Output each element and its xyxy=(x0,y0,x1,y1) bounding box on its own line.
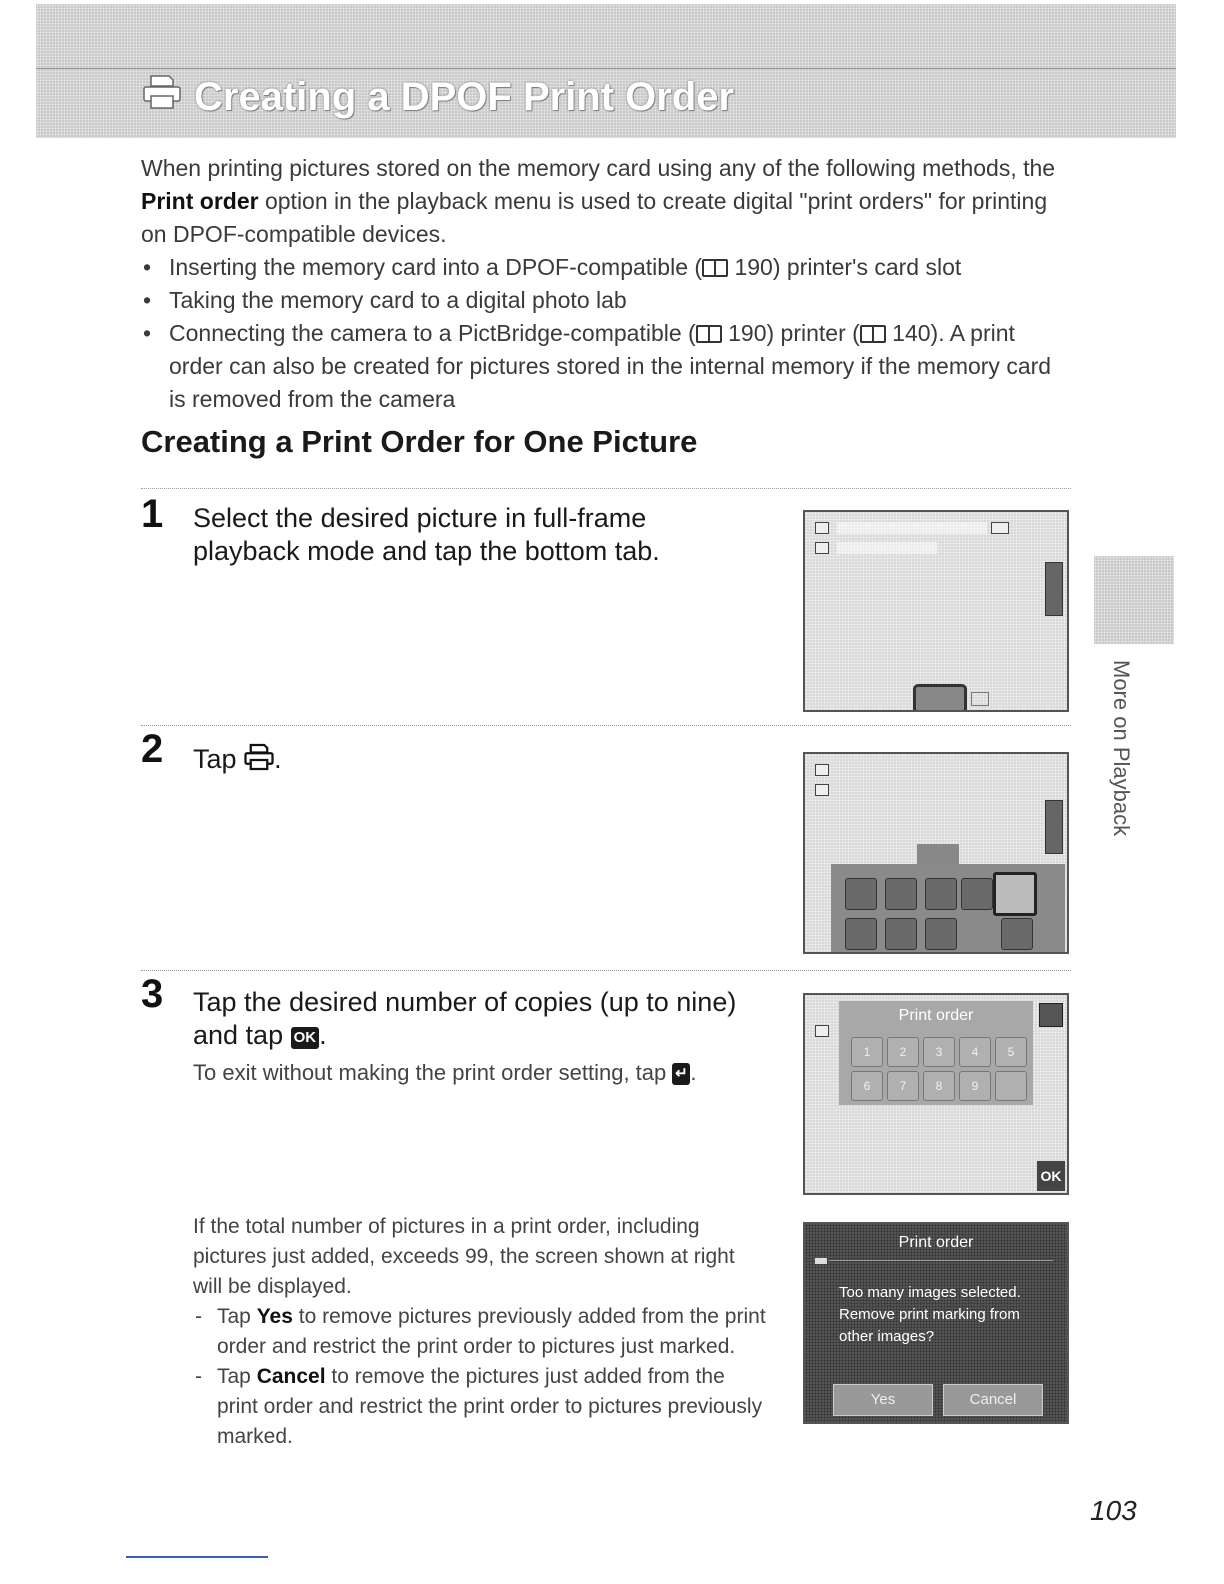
protect-button[interactable] xyxy=(961,878,993,910)
copies-9-button[interactable]: 9 xyxy=(959,1071,991,1101)
chapter-label: More on Playback xyxy=(1109,660,1134,837)
intro xyxy=(141,152,1071,416)
slideshow-button[interactable] xyxy=(925,878,957,910)
memory-icon xyxy=(815,1258,827,1264)
print-order-dialog xyxy=(839,1001,1033,1105)
favorites-button[interactable] xyxy=(845,878,877,910)
bottom-tab[interactable] xyxy=(913,684,967,712)
copies-1-button[interactable]: 1 xyxy=(851,1037,883,1067)
retouch-button[interactable] xyxy=(845,918,877,950)
copies-3-button[interactable]: 3 xyxy=(923,1037,955,1067)
print-order-icon xyxy=(142,74,182,120)
note-text: to remove the pictures just added from the print order and restrict the print order to pictures previously marked. xyxy=(217,1365,763,1448)
setup-button[interactable] xyxy=(1001,918,1033,950)
print-order-term: Print order xyxy=(141,188,259,214)
step-number: 2 xyxy=(141,727,164,771)
step-2-label: Tap xyxy=(193,744,237,775)
note-text: Tap xyxy=(217,1305,257,1328)
reference-book-icon xyxy=(860,325,886,343)
menu-collapse-tab[interactable] xyxy=(917,844,959,864)
step-3-subtext xyxy=(193,1060,697,1086)
bullet-text: Inserting the memory card into a DPOF-compatible ( xyxy=(169,254,703,280)
screen-step-1 xyxy=(803,510,1069,712)
page-ref: 140 xyxy=(892,320,931,346)
warning-message: Too many images selected. Remove print marking from other images? xyxy=(839,1284,1021,1345)
back-button[interactable] xyxy=(1039,1003,1063,1027)
screen-warning xyxy=(803,1222,1069,1424)
playback-icon xyxy=(815,764,829,776)
title-band xyxy=(36,4,1176,138)
list-item xyxy=(141,284,1071,317)
bullet-text: ) printer's card slot xyxy=(772,254,962,280)
dialog-rule xyxy=(829,1260,1053,1261)
note-list xyxy=(193,1302,768,1452)
page-number: 103 xyxy=(1090,1495,1137,1526)
list-item xyxy=(141,317,1071,416)
cancel-button[interactable]: Cancel xyxy=(943,1384,1043,1416)
footer-rule xyxy=(126,1556,268,1558)
period: . xyxy=(274,744,282,775)
page-ref: 190 xyxy=(728,320,767,346)
intro-paragraph xyxy=(141,152,1071,251)
voice-memo-button[interactable] xyxy=(925,918,957,950)
page-ref: 190 xyxy=(734,254,773,280)
crop-icon xyxy=(971,692,989,706)
reference-book-icon xyxy=(702,259,728,277)
intro-text-2: option in the playback menu is used to create digital "print orders" for printing on DPOF-compatible devices. xyxy=(141,188,1048,247)
note-text: Tap xyxy=(217,1365,257,1388)
note-text: to remove pictures previously added from the print order and restrict the print order to pictures just marked. xyxy=(217,1305,766,1358)
copies-7-button[interactable]: 7 xyxy=(887,1071,919,1101)
step-number: 3 xyxy=(141,972,164,1016)
cancel-term: Cancel xyxy=(256,1365,326,1388)
copies-8-button[interactable]: 8 xyxy=(923,1071,955,1101)
copies-clear-button[interactable] xyxy=(995,1071,1027,1101)
delete-button[interactable] xyxy=(885,878,917,910)
playback-icon xyxy=(815,522,829,534)
memory-icon xyxy=(815,784,829,796)
bullet-text: Connecting the camera to a PictBridge-compatible ( xyxy=(169,320,696,346)
rating-tab[interactable] xyxy=(1045,800,1063,854)
overflow-note xyxy=(193,1212,768,1452)
note-paragraph: If the total number of pictures in a print order, including pictures just added, exceeds 99, the screen shown at right will be displayed. xyxy=(193,1215,735,1298)
divider xyxy=(141,970,1071,971)
rotate-button[interactable] xyxy=(885,918,917,950)
back-key-icon: ↵ xyxy=(672,1063,690,1085)
ok-button[interactable]: OK xyxy=(1037,1161,1065,1191)
bullet-text: ) printer ( xyxy=(766,320,860,346)
divider xyxy=(141,725,1071,726)
ok-key-icon: OK xyxy=(291,1027,320,1049)
image-mode-icon xyxy=(991,522,1009,534)
memory-icon xyxy=(815,542,829,554)
date-time-info xyxy=(837,522,987,534)
list-item xyxy=(193,1302,768,1362)
file-info xyxy=(837,542,937,554)
print-order-icon xyxy=(244,743,274,779)
chapter-tab xyxy=(1094,556,1174,644)
step-3-label: Tap the desired number of copies (up to nine) and tap xyxy=(193,987,737,1050)
screen-step-3 xyxy=(803,993,1069,1195)
rating-tab[interactable] xyxy=(1045,562,1063,616)
bullet-text: Taking the memory card to a digital photo lab xyxy=(169,287,627,313)
section-heading: Creating a Print Order for One Picture xyxy=(141,424,698,459)
yes-button[interactable]: Yes xyxy=(833,1384,933,1416)
period: . xyxy=(319,1020,327,1050)
copies-5-button[interactable]: 5 xyxy=(995,1037,1027,1067)
title-band-rule xyxy=(36,68,1176,69)
page-title xyxy=(142,74,734,120)
copies-2-button[interactable]: 2 xyxy=(887,1037,919,1067)
copies-4-button[interactable]: 4 xyxy=(959,1037,991,1067)
bullet-text: ). A print order can also be created for pictures stored in the internal memory if the memory card is removed from the camera xyxy=(169,320,1052,412)
step-1-text: Select the desired picture in full-frame playback mode and tap the bottom tab. xyxy=(193,503,660,566)
yes-term: Yes xyxy=(256,1305,293,1328)
divider xyxy=(141,488,1071,489)
step-3-text xyxy=(193,986,773,1052)
step-2-text xyxy=(193,743,282,779)
list-item xyxy=(193,1362,768,1452)
reference-book-icon xyxy=(696,325,722,343)
methods-list xyxy=(141,251,1071,416)
print-order-button[interactable] xyxy=(993,872,1037,916)
period: . xyxy=(690,1060,697,1085)
memory-icon xyxy=(815,1025,829,1037)
list-item xyxy=(141,251,1071,284)
screen-step-2 xyxy=(803,752,1069,954)
intro-text-1: When printing pictures stored on the memory card using any of the following methods, the xyxy=(141,155,1056,181)
step-number: 1 xyxy=(141,492,164,536)
page-title-text: Creating a DPOF Print Order xyxy=(194,74,735,119)
dialog-title: Print order xyxy=(898,1007,974,1024)
copies-6-button[interactable]: 6 xyxy=(851,1071,883,1101)
dialog-title: Print order xyxy=(898,1234,974,1251)
step-3-sub-label: To exit without making the print order setting, tap xyxy=(193,1060,667,1085)
